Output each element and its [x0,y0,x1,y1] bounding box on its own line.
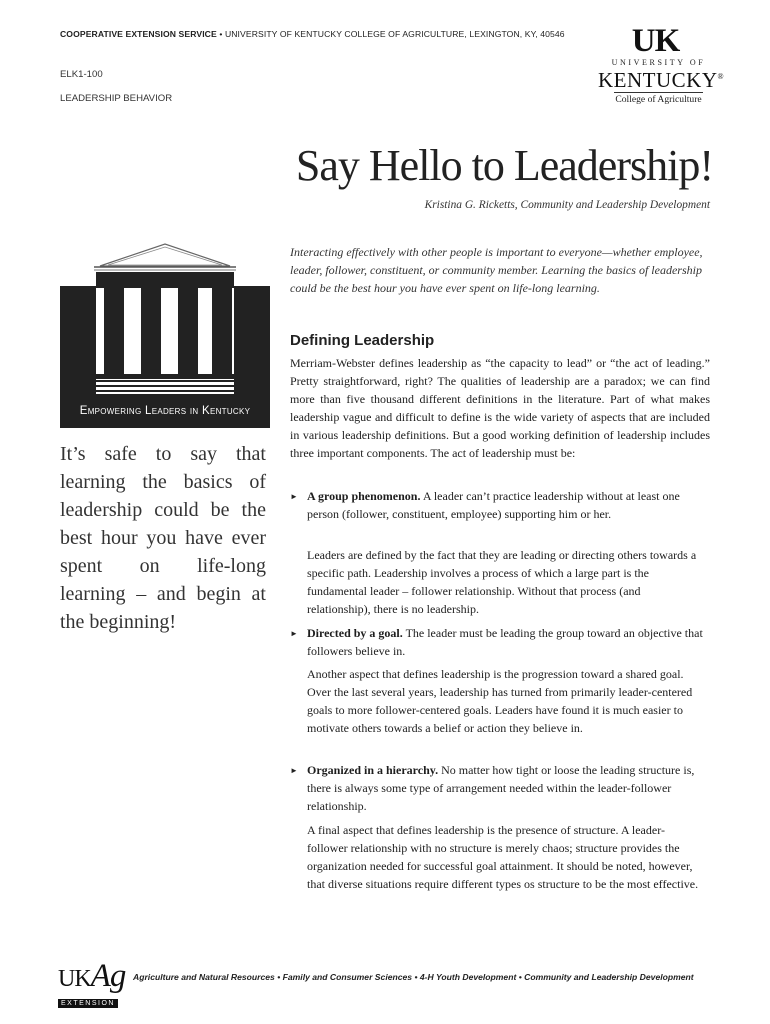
bullet-text [307,624,710,660]
bullet-item [290,487,710,523]
section-heading: Defining Leadership [290,332,435,349]
pull-quote: It’s safe to say that learning the basics of leadership could be the best hour you have ever spent on life-long learning – and begin at the beginning! [60,443,266,633]
footer-separator: • [412,972,420,982]
bullet-arrow-icon: ► [290,766,298,775]
ukag-ag: Ag [90,958,126,994]
kentucky-wordmark [598,67,725,92]
org-bold: COOPERATIVE EXTENSION SERVICE [60,29,217,39]
program-item: Family and Consumer Sciences [282,972,413,982]
bullet-term: A group phenomenon. [307,489,421,503]
bullet-arrow-icon: ► [290,492,298,501]
registered-mark: ® [717,72,725,81]
emblem-caption: Empowering Leaders in Kentucky [79,405,251,417]
program-item: Community and Leadership Development [524,972,694,982]
bullet-arrow-icon: ► [290,629,298,638]
uk-mark: UK [631,23,680,59]
bullet-term: Organized in a hierarchy. [307,763,439,777]
ukag-extension-logo [58,958,128,1007]
bullet-item [290,624,710,660]
kentucky-text: KENTUCKY [598,68,718,92]
author-line: Kristina G. Ricketts, Community and Leadership Development [424,199,710,211]
section-paragraph: Merriam-Webster defines leadership as “the capacity to lead” or “the act of leading.” Pretty straightforward, right? The qualities of leadership are a paradox; we can find more than five thousand different definitions in the literature. Part of what makes leadership vague and difficult to define is the wide variety of aspects that are included in various leadership definitions. But a good working definition of leadership includes three important components. The act of leadership must be: [290,356,710,460]
bullet-detail: Leaders are defined by the fact that they are leading or directing others towards a specific path. Leadership involves a process of which a large part is the fundamental leader – follower relationship. Without that process (and relationship), there is no leadership. [307,548,697,616]
intro-paragraph: Interacting effectively with other people is important to everyone—whether employee, leader, follower, constituent, or community member. Learning the basics of leadership could be the best hour you have ever spent on life-long learning. [290,245,703,295]
org-address: UNIVERSITY OF KENTUCKY COLLEGE OF AGRICULTURE, LEXINGTON, KY, 40546 [224,29,565,39]
bullet-body: No matter how tight or loose the leading structure is, there is always some type of arrangement needed within the leader-follower relationship. [307,763,695,813]
bullet-item [290,761,710,815]
ukag-uk: UK [58,966,91,992]
program-item: Agriculture and Natural Resources [133,972,275,982]
bullet-text [307,487,710,523]
footer-programs [133,972,713,982]
series-label: LEADERSHIP BEHAVIOR [60,93,173,104]
footer-separator: • [516,972,525,982]
header-organization [60,29,565,39]
college-of-agriculture: College of Agriculture [615,94,702,105]
bullet-text [307,761,710,815]
footer-separator: • [274,972,283,982]
university-of: UNIVERSITY OF [611,58,706,67]
bullet-detail: A final aspect that defines leadership is the presence of structure. A leader-follower relationship with no structure is merely chaos; structure provides the organization needed for successful goal attainment. It should be noted, however, that diverse situations require different types os structure to be the most effective. [307,823,699,891]
bullet-body: A leader can’t practice leadership without at least one person (follower, constituent, employee) supporting him or her. [307,489,680,521]
page-title: Say Hello to Leadership! [295,141,713,190]
bullet-term: Directed by a goal. [307,626,403,640]
header-separator: • [219,29,223,39]
bullet-detail: Another aspect that defines leadership is the progression toward a shared goal. Over the last several years, leadership has turned from primarily leader-centered goals to more follower-centered goals. Leaders have found it is much easier to motivate others towards a belief or action they believe in. [307,667,693,735]
program-item: 4-H Youth Development [419,972,517,982]
ukag-wordmark [58,958,128,994]
uk-college-logo [598,23,725,106]
ukag-extension-label: EXTENSION [58,999,118,1008]
bullet-body: The leader must be leading the group toward an objective that followers believe in. [307,626,703,658]
publication-code: ELK1-100 [60,69,103,80]
